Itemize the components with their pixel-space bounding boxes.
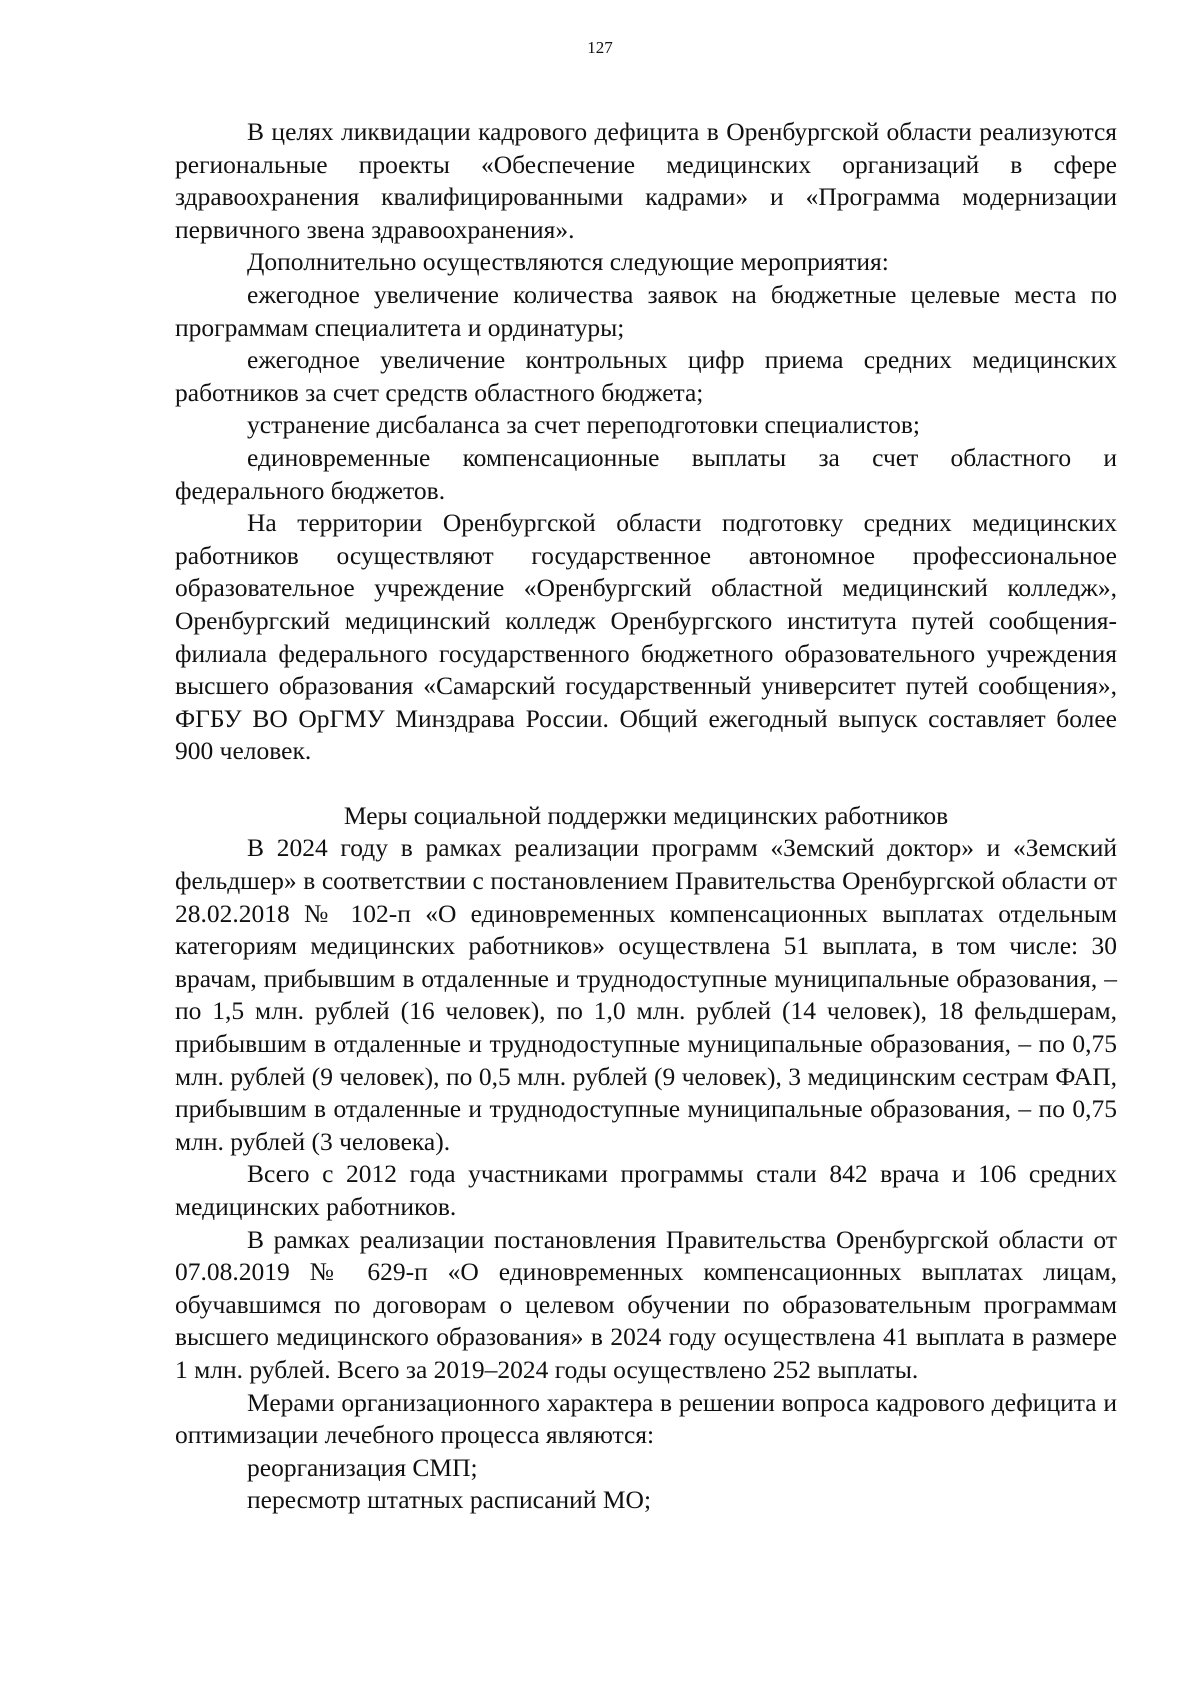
list-item-compensation-payments: единовременные компенсационные выплаты за счет областного и федерального бюджетов. (175, 442, 1117, 505)
paragraph-additional-measures: Дополнительно осуществляются следующие мероприятия: (247, 247, 889, 277)
document-body (175, 116, 1117, 1517)
list-item-retraining: устранение дисбаланса за счет переподготовки специалистов; (247, 410, 920, 440)
paragraph-program-participants: Всего с 2012 года участниками программы стали 842 врача и 106 средних медицинских работников. (175, 1159, 1117, 1221)
list-item-staff-schedules: пересмотр штатных расписаний МО; (247, 1485, 652, 1515)
paragraph-targeted-training-payments: В рамках реализации постановления Правительства Оренбургской области от 07.08.2019 № 629-п «О единовременных компенсационных выплатах лицам, обучавшимся по договорам о целевом обучении по образовательным программам высшего медицинского образования» в 2024 году осуществлена 41 выплата в размере 1 млн. рублей. Всего за 2019–2024 годы осуществлено 252 выплаты. (175, 1224, 1117, 1384)
paragraph-nurse-training: На территории Оренбургской области подготовку средних медицинских работников осуществляют государственное автономное профессиональное образовательное учреждение «Оренбургский областной медицинский колледж», Оренбургский медицинский колледж Оренбургского института путей сообщения-филиала федерального государственного бюджетного образовательного учреждения высшего образования «Самарский государственный университет путей сообщения», ФГБУ ВО ОрГМУ Минздрава России. Общий ежегодный выпуск составляет более 900 человек. (175, 508, 1117, 766)
paragraph-cadre-deficit-projects: В целях ликвидации кадрового дефицита в Оренбургской области реализуются региональные проекты «Обеспечение медицинских организаций в сфере здравоохранения квалифицированными кадрами» и «Программа модернизации первичного звена здравоохранения». (175, 117, 1117, 244)
page-number: 127 (587, 38, 613, 57)
list-item-admission-figures: ежегодное увеличение контрольных цифр приема средних медицинских работников за счет средств областного бюджета; (175, 345, 1117, 407)
section-heading: Меры социальной поддержки медицинских работников (343, 800, 949, 830)
paragraph-organizational-measures: Мерами организационного характера в решении вопроса кадрового дефицита и оптимизации лечебного процесса являются: (175, 1387, 1117, 1450)
list-item-smp-reorganization: реорганизация СМП; (247, 1452, 478, 1482)
paragraph-zemsky-programs: В 2024 году в рамках реализации программ «Земский доктор» и «Земский фельдшер» в соответствии с постановлением Правительства Оренбургской области от 28.02.2018 № 102-п «О единовременных компенсационных выплатах отдельным категориям медицинских работников» осуществлена 51 выплата, в том числе: 30 врачам, прибывшим в отдаленные и труднодоступные муниципальные образования, – по 1,5 млн. рублей (16 человек), по 1,0 млн. рублей (14 человек), 18 фельдшерам, прибывшим в отдаленные и труднодоступные муниципальные образования, – по 0,75 млн. рублей (9 человек), по 0,5 млн. рублей (9 человек), 3 медицинским сестрам ФАП, прибывшим в отдаленные и труднодоступные муниципальные образования, – по 0,75 млн. рублей (3 человека). (175, 833, 1117, 1156)
list-item-target-places: ежегодное увеличение количества заявок на бюджетные целевые места по программам специалитета и ординатуры; (175, 279, 1117, 342)
